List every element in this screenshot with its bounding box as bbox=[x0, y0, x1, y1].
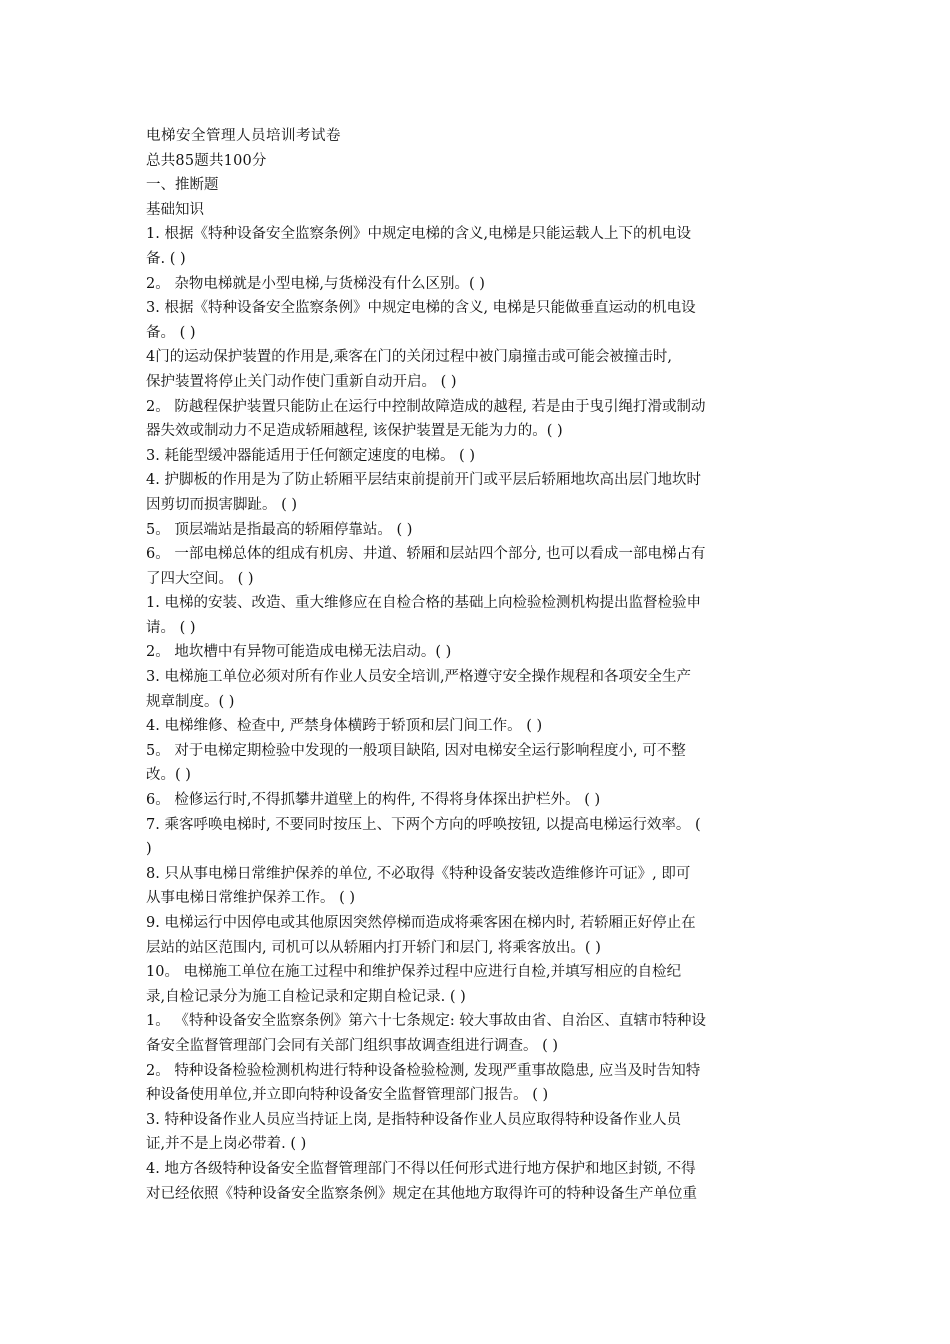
question-line: 9. 电梯运行中因停电或其他原因突然停梯而造成将乘客困在梯内时, 若轿厢正好停止在 bbox=[146, 915, 696, 931]
question-line: 6。 检修运行时,不得抓攀井道壁上的构件, 不得将身体探出护栏外。 ( ) bbox=[146, 792, 601, 809]
question-line: 因剪切而损害脚趾。 ( ) bbox=[146, 496, 298, 513]
question-line: 层站的站区范围内, 司机可以从轿厢内打开轿门和层门, 将乘客放出。( ) bbox=[146, 939, 601, 956]
question-line: ) bbox=[146, 841, 152, 858]
question-line: 5。 顶层端站是指最高的轿厢停靠站。 ( ) bbox=[146, 521, 413, 538]
question-line: 2。 防越程保护装置只能防止在运行中控制故障造成的越程, 若是由于曳引绳打滑或制动 bbox=[146, 398, 706, 415]
document-title: 电梯安全管理人员培训考试卷 bbox=[146, 128, 341, 144]
question-line: 1. 电梯的安装、改造、重大维修应在自检合格的基础上向检验检测机构提出监督检验申 bbox=[146, 595, 701, 612]
question-line: 1。 《特种设备安全监察条例》第六十七条规定: 较大事故由省、自治区、直辖市特种设 bbox=[146, 1013, 706, 1030]
question-line: 录,自检记录分为施工自检记录和定期自检记录. ( ) bbox=[146, 988, 466, 1005]
exam-document bbox=[146, 124, 806, 1206]
question-line: 7. 乘客呼唤电梯时, 不要同时按压上、下两个方向的呼唤按钮, 以提高电梯运行效率。 ( bbox=[146, 816, 701, 833]
question-line: 从事电梯日常维护保养工作。 ( ) bbox=[146, 890, 356, 907]
question-line: 4. 地方各级特种设备安全监督管理部门不得以任何形式进行地方保护和地区封锁, 不得 bbox=[146, 1160, 696, 1177]
question-line: 对已经依照《特种设备安全监察条例》规定在其他地方取得许可的特种设备生产单位重 bbox=[146, 1185, 697, 1202]
question-line: 4. 护脚板的作用是为了防止轿厢平层结束前提前开门或平层后轿厢地坎高出层门地坎时 bbox=[146, 472, 701, 489]
question-line: 改。( ) bbox=[146, 767, 191, 784]
question-line: 2。 杂物电梯就是小型电梯,与货梯没有什么区别。( ) bbox=[146, 275, 485, 292]
document-subtitle: 总共85题共100分 bbox=[146, 152, 267, 169]
question-line: 4门的运动保护装置的作用是,乘客在门的关闭过程中被门扇撞击或可能会被撞击时, bbox=[146, 349, 672, 366]
question-line: 3. 电梯施工单位必须对所有作业人员安全培训,严格遵守安全操作规程和各项安全生产 bbox=[146, 669, 692, 686]
question-line: 备安全监督管理部门会同有关部门组织事故调查组进行调查。 ( ) bbox=[146, 1037, 559, 1054]
question-line: 3. 耗能型缓冲器能适用于任何额定速度的电梯。 ( ) bbox=[146, 447, 475, 464]
question-line: 6。 一部电梯总体的组成有机房、井道、轿厢和层站四个部分, 也可以看成一部电梯占有 bbox=[146, 546, 706, 563]
subsection-heading: 基础知识 bbox=[146, 201, 204, 218]
section-heading: 一、推断题 bbox=[146, 177, 219, 194]
question-line: 请。 ( ) bbox=[146, 619, 196, 636]
question-line: 备。 ( ) bbox=[146, 324, 196, 341]
question-line: 保护装置将停止关门动作使门重新自动开启。 ( ) bbox=[146, 373, 457, 390]
question-line: 2。 特种设备检验检测机构进行特种设备检验检测, 发现严重事故隐患, 应当及时告知特 bbox=[146, 1062, 701, 1079]
question-list bbox=[146, 222, 806, 1206]
question-line: 规章制度。( ) bbox=[146, 693, 235, 710]
question-line: 4. 电梯维修、检查中, 严禁身体横跨于轿顶和层门间工作。 ( ) bbox=[146, 718, 543, 735]
question-line: 2。 地坎槽中有异物可能造成电梯无法启动。( ) bbox=[146, 644, 452, 661]
question-line: 证,并不是上岗必带着. ( ) bbox=[146, 1136, 307, 1153]
question-line: 5。 对于电梯定期检验中发现的一般项目缺陷, 因对电梯安全运行影响程度小, 可不整 bbox=[146, 742, 686, 759]
question-line: 1. 根据《特种设备安全监察条例》中规定电梯的含义,电梯是只能运载人上下的机电设 bbox=[146, 226, 692, 243]
question-line: 了四大空间。 ( ) bbox=[146, 570, 254, 587]
question-line: 器失效或制动力不足造成轿厢越程, 该保护装置是无能为力的。( ) bbox=[146, 423, 563, 440]
question-line: 备. ( ) bbox=[146, 250, 186, 267]
question-line: 8. 只从事电梯日常维护保养的单位, 不必取得《特种设备安装改造维修许可证》, 即可 bbox=[146, 865, 691, 882]
question-line: 3. 特种设备作业人员应当持证上岗, 是指特种设备作业人员应取得特种设备作业人员 bbox=[146, 1111, 682, 1128]
question-line: 种设备使用单位,并立即向特种设备安全监督管理部门报告。 ( ) bbox=[146, 1087, 549, 1104]
question-line: 10。 电梯施工单位在施工过程中和维护保养过程中应进行自检,并填写相应的自检纪 bbox=[146, 964, 682, 981]
question-line: 3. 根据《特种设备安全监察条例》中规定电梯的含义, 电梯是只能做垂直运动的机电设 bbox=[146, 300, 696, 317]
